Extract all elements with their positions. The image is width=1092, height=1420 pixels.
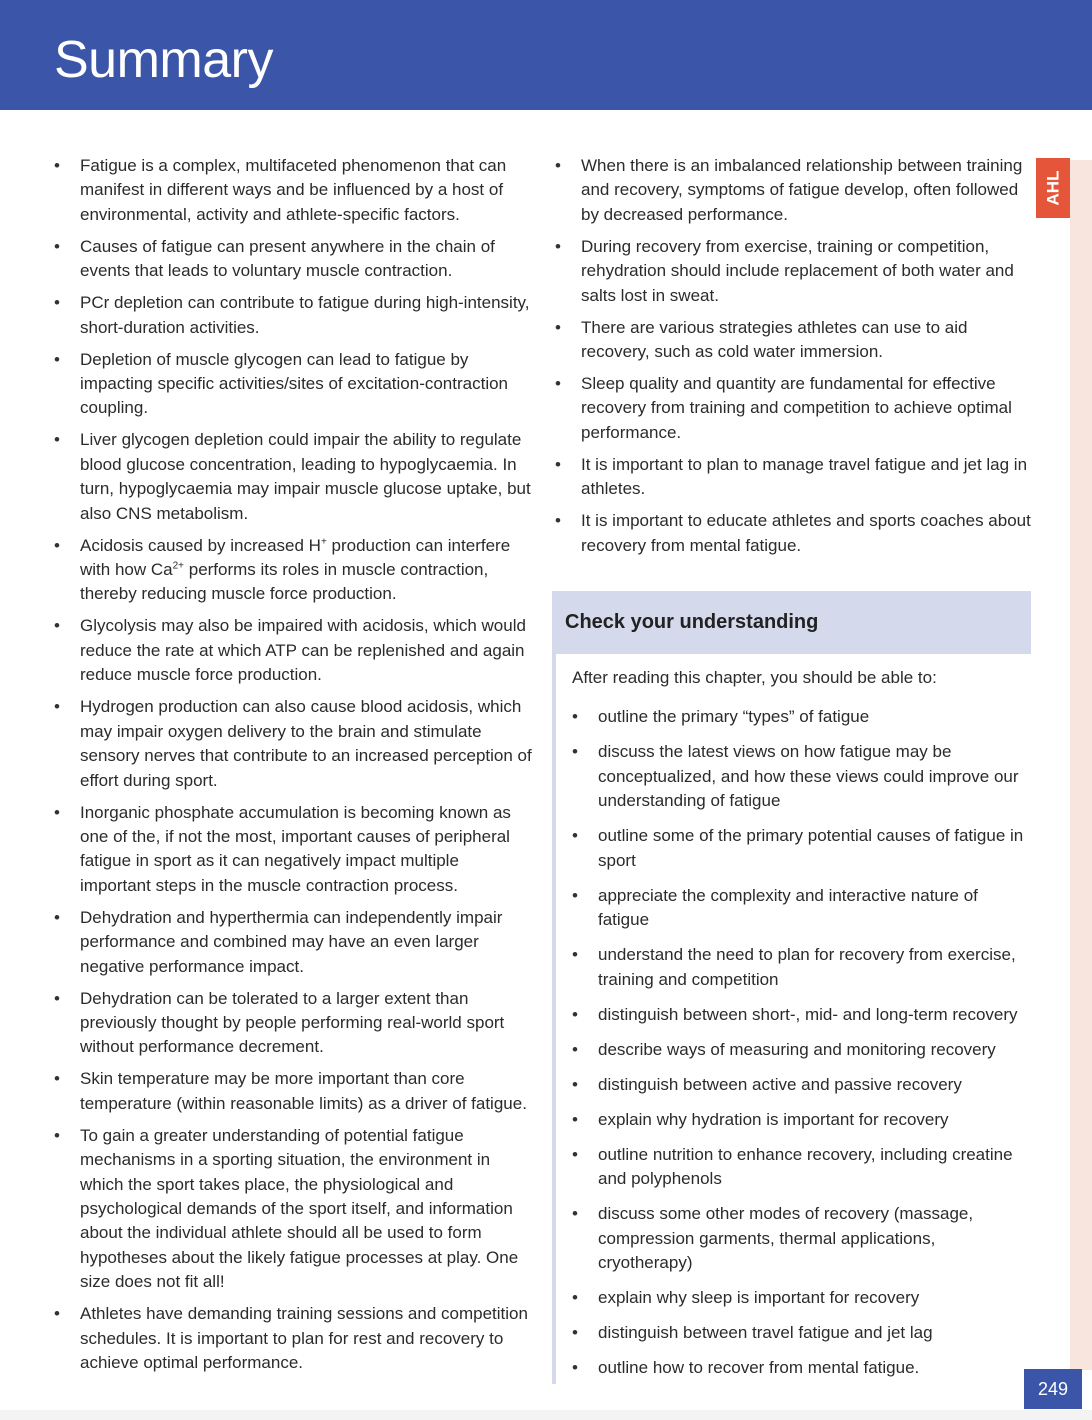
objective-item: • discuss some other modes of recovery (massage, compression garments, thermal applications, cryotherapy) — [572, 1202, 1032, 1276]
summary-point: • Depletion of muscle glycogen can lead to fatigue by impacting specific activities/sites of excitation-contraction coupling. — [54, 348, 534, 421]
summary-point: • Dehydration can be tolerated to a larger extent than previously thought by people performing real-world sport without performance decrement. — [54, 987, 534, 1060]
check-understanding-intro: After reading this chapter, you should be able to: — [572, 668, 937, 687]
objective-item: • outline the primary “types” of fatigue — [572, 705, 1032, 730]
ahl-tab-label: AHL — [1043, 170, 1063, 206]
summary-list-left — [54, 154, 534, 1383]
check-understanding-header — [552, 591, 1031, 654]
ca-ion-superscript: 2+ — [172, 560, 185, 572]
summary-point: • Liver glycogen depletion could impair the ability to regulate blood glucose concentration, leading to hypoglycaemia. In turn, hypoglycaemia may impair muscle glucose uptake, but also CNS metabolism. — [54, 428, 534, 526]
summary-point: • Causes of fatigue can present anywhere in the chain of events that leads to voluntary muscle contraction. — [54, 235, 534, 284]
check-understanding-title: Check your understanding — [565, 611, 819, 633]
summary-point: • Inorganic phosphate accumulation is becoming known as one of the, if not the most, important causes of peripheral fatigue in sport as it can negatively impact multiple important steps in the muscle contraction process. — [54, 801, 534, 899]
summary-point: • Hydrogen production can also cause blood acidosis, which may impair oxygen delivery to the brain and stimulate sensory nerves that contribute to an increased perception of effort during sport. — [54, 695, 534, 793]
summary-point: • Athletes have demanding training sessions and competition schedules. It is important to plan for rest and recovery to achieve optimal performance. — [54, 1302, 534, 1375]
bottom-strip — [0, 1410, 1092, 1420]
side-margin-strip — [1070, 160, 1092, 1370]
objective-item: • distinguish between travel fatigue and jet lag — [572, 1321, 1032, 1346]
objective-item: • explain why sleep is important for recovery — [572, 1286, 1032, 1311]
objective-item: • distinguish between short-, mid- and long-term recovery — [572, 1003, 1032, 1028]
objective-item: • distinguish between active and passive recovery — [572, 1073, 1032, 1098]
acidosis-text-2: production can interfere with how Ca — [80, 535, 511, 580]
objective-item: • understand the need to plan for recovery from exercise, training and competition — [572, 943, 1032, 992]
check-understanding-border — [552, 654, 556, 1384]
summary-point: • To gain a greater understanding of potential fatigue mechanisms in a sporting situation, the environment in which the sport takes place, the physiological and psychological demands of the sport itself, and information about the individual athlete should all be used to form hypotheses about the likely fatigue processes at play. One size does not fit all! — [54, 1124, 534, 1295]
objective-item: • discuss the latest views on how fatigue may be conceptualized, and how these views could improve our understanding of fatigue — [572, 740, 1032, 814]
acidosis-text-3: performs its roles in muscle contraction, thereby reducing muscle force production. — [80, 560, 489, 604]
summary-point: • PCr depletion can contribute to fatigue during high-intensity, short-duration activities. — [54, 291, 534, 340]
page-title: Summary — [54, 31, 273, 89]
objective-item: • describe ways of measuring and monitoring recovery — [572, 1038, 1032, 1063]
page-number: 249 — [1024, 1369, 1082, 1409]
acidosis-text-1: Acidosis caused by increased H — [80, 535, 321, 555]
summary-point-acidosis — [54, 534, 534, 607]
summary-point: • Skin temperature may be more important than core temperature (within reasonable limits) as a driver of fatigue. — [54, 1067, 534, 1116]
summary-point: • Sleep quality and quantity are fundamental for effective recovery from training and competition to achieve optimal performance. — [555, 372, 1033, 445]
summary-point: • When there is an imbalanced relationship between training and recovery, symptoms of fatigue develop, often followed by decreased performance. — [555, 154, 1033, 227]
objective-item: • outline how to recover from mental fatigue. — [572, 1356, 1032, 1381]
summary-point: • It is important to educate athletes and sports coaches about recovery from mental fatigue. — [555, 509, 1033, 558]
summary-point: • Fatigue is a complex, multifaceted phenomenon that can manifest in different ways and be influenced by a host of environmental, activity and athlete-specific factors. — [54, 154, 534, 227]
summary-point: • There are various strategies athletes can use to aid recovery, such as cold water immersion. — [555, 316, 1033, 365]
h-ion-superscript: + — [320, 536, 327, 547]
summary-point: • It is important to plan to manage travel fatigue and jet lag in athletes. — [555, 453, 1033, 502]
ahl-side-tab — [1036, 158, 1070, 218]
objective-item: • outline some of the primary potential causes of fatigue in sport — [572, 824, 1032, 873]
objective-item: • appreciate the complexity and interactive nature of fatigue — [572, 884, 1032, 933]
objective-item: • explain why hydration is important for recovery — [572, 1108, 1032, 1133]
header-banner — [0, 0, 1092, 110]
summary-point: • Glycolysis may also be impaired with acidosis, which would reduce the rate at which ATP can be replenished and again reduce muscle force production. — [54, 614, 534, 687]
summary-point: • During recovery from exercise, training or competition, rehydration should include replacement of both water and salts lost in sweat. — [555, 235, 1033, 308]
summary-point: • Dehydration and hyperthermia can independently impair performance and combined may have an even larger negative performance impact. — [54, 906, 534, 979]
objective-item: • outline nutrition to enhance recovery, including creatine and polyphenols — [572, 1143, 1032, 1192]
summary-list-right — [555, 154, 1033, 566]
check-understanding-list — [572, 705, 1032, 1391]
